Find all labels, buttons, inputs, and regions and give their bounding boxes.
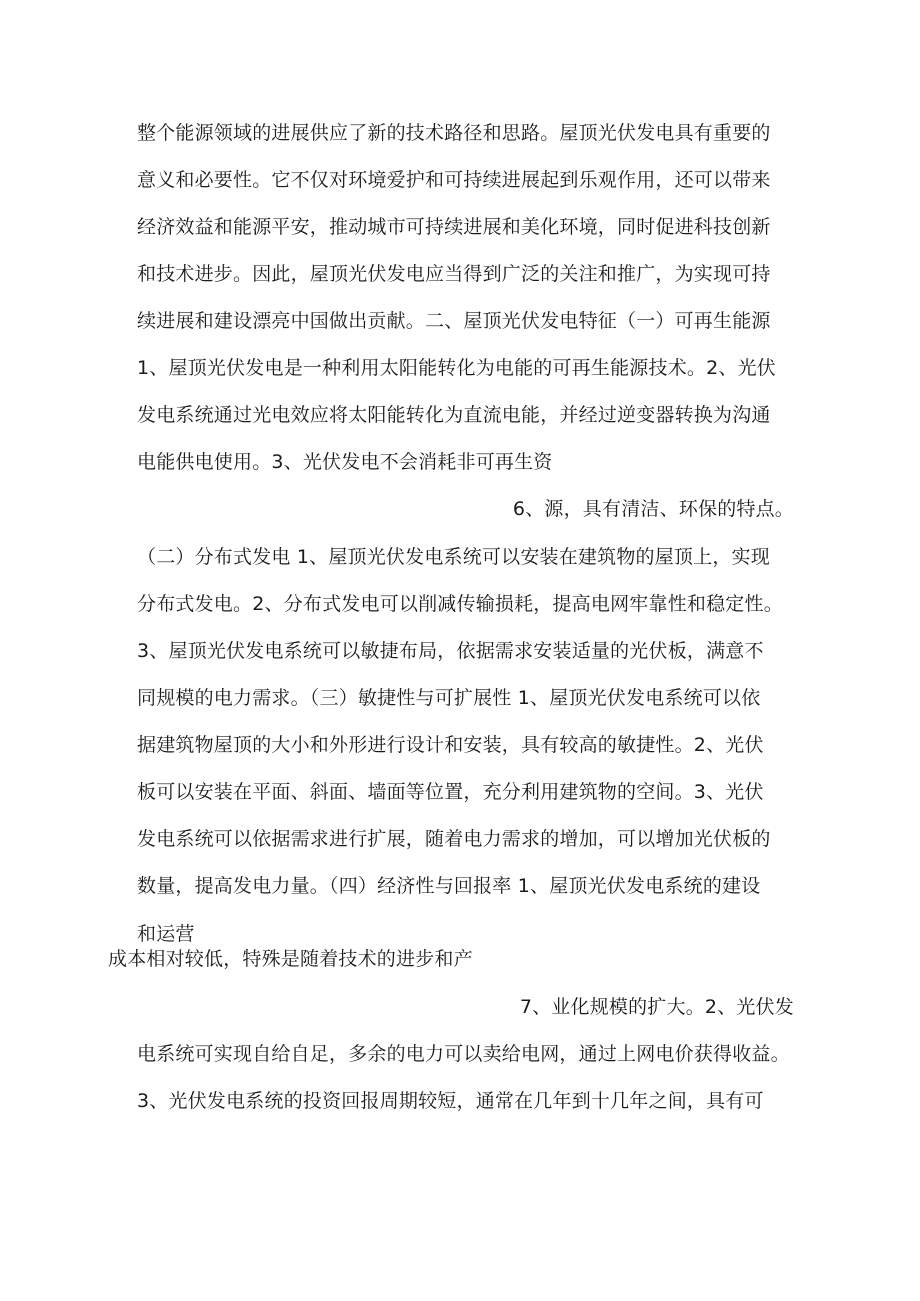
text-line: 成本相对较低，特殊是随着技术的进步和产 [108, 948, 473, 970]
text-line: 3、屋顶光伏发电系统可以敏捷布局，依据需求安装适量的光伏板，满意不 [137, 640, 764, 662]
text-line: （二）分布式发电 1、屋顶光伏发电系统可以安装在建筑物的屋顶上，实现 [137, 546, 770, 568]
text-line: 和运营 [137, 923, 195, 945]
text-line: 数量，提高发电力量。（四）经济性与回报率 1、屋顶光伏发电系统的建设 [137, 875, 761, 897]
text-line: 和技术进步。因此，屋顶光伏发电应当得到广泛的关注和推广，为实现可持 [137, 263, 771, 285]
text-line: 6、源，具有清洁、环保的特点。 [512, 498, 794, 520]
text-line: 经济效益和能源平安，推动城市可持续进展和美化环境，同时促进科技创新 [137, 216, 771, 238]
text-line: 续进展和建设漂亮中国做出贡献。二、屋顶光伏发电特征（一）可再生能源 [137, 310, 771, 332]
text-line: 电系统可实现自给自足，多余的电力可以卖给电网，通过上网电价获得收益。 [137, 1043, 790, 1065]
text-line: 1、屋顶光伏发电是一种利用太阳能转化为电能的可再生能源技术。2、光伏 [137, 357, 776, 379]
text-line: 7、业化规模的扩大。2、光伏发 [519, 996, 794, 1018]
text-line: 3、光伏发电系统的投资回报周期较短，通常在几年到十几年之间，具有可 [137, 1090, 764, 1112]
text-line: 据建筑物屋顶的大小和外形进行设计和安装，具有较高的敏捷性。2、光伏 [137, 734, 764, 756]
text-line: 发电系统通过光电效应将太阳能转化为直流电能，并经过逆变器转换为沟通 [137, 404, 771, 426]
text-line: 分布式发电。2、分布式发电可以削减传输损耗，提高电网牢靠性和稳定性。 [137, 593, 783, 615]
text-line: 板可以安装在平面、斜面、墙面等位置，充分利用建筑物的空间。3、光伏 [137, 781, 764, 803]
text-line: 同规模的电力需求。（三）敏捷性与可扩展性 1、屋顶光伏发电系统可以依 [137, 687, 761, 709]
text-line: 发电系统可以依据需求进行扩展，随着电力需求的增加，可以增加光伏板的 [137, 828, 771, 850]
text-line: 整个能源领域的进展供应了新的技术路径和思路。屋顶光伏发电具有重要的 [137, 122, 771, 144]
text-line: 电能供电使用。3、光伏发电不会消耗非可再生资 [137, 451, 553, 473]
text-line: 意义和必要性。它不仅对环境爱护和可持续进展起到乐观作用，还可以带来 [137, 169, 771, 191]
